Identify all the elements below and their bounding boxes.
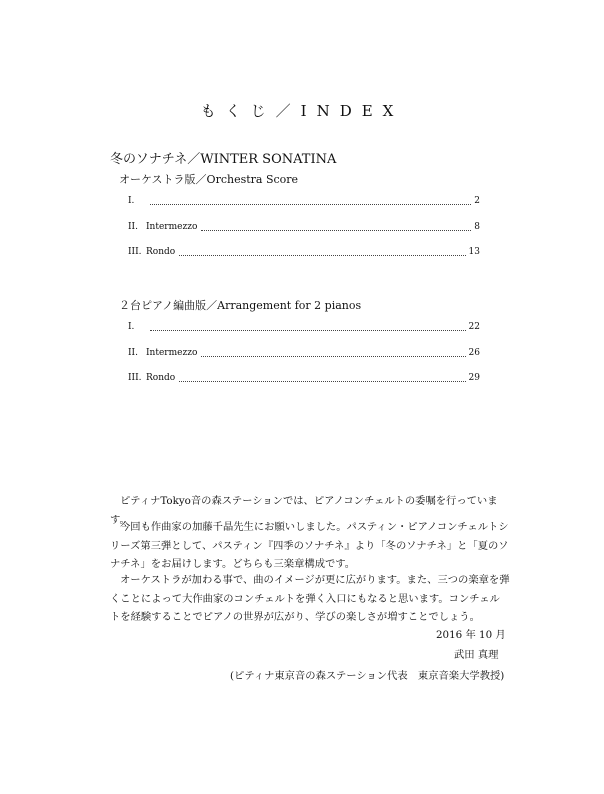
toc-movement-name: Intermezzo: [146, 348, 198, 358]
preface-paragraph-3: オーケストラが加わる事で、曲のイメージが更に広がります。また、三つの楽章を弾くことによって大作曲家のコンチェルトを弾く入口にもなると思います。コンチェルトを経験することでピアノの世界が広がり、学びの楽しさが増すことでしょう。: [110, 574, 510, 623]
toc-movement-number: III.: [128, 247, 142, 257]
toc-entry: [128, 373, 480, 384]
toc-page-number: 2: [474, 196, 480, 206]
preface-paragraph-2: 今回も作曲家の加藤千晶先生にお願いしました。パスティン・ピアノコンチェルトシリーズ第三弾として、パスティン『四季のソナチネ』より「冬のソナチネ」と「夏のソナチネ」をお届けします。どちらも三楽章構成です。: [110, 521, 509, 570]
toc-page-number: 22: [468, 322, 480, 332]
toc-movement-number: I.: [128, 196, 135, 206]
toc-page-number: 13: [468, 247, 480, 257]
toc-entry: [128, 196, 480, 207]
preface-author: 武田 真理: [454, 649, 499, 661]
work-title: 冬のソナチネ／WINTER SONATINA: [110, 152, 337, 167]
section-title-orchestra: オーケストラ版／Orchestra Score: [119, 173, 299, 186]
section-title-two-pianos: ２台ピアノ編曲版／Arrangement for 2 pianos: [119, 299, 362, 312]
toc-entry: [128, 322, 480, 333]
toc-leader-dots: [150, 203, 471, 205]
index-title: もくじ／INDEX: [200, 102, 404, 120]
toc-movement-number: I.: [128, 322, 135, 332]
toc-leader-dots: [179, 380, 465, 382]
toc-leader-dots: [201, 229, 471, 231]
toc-page-number: 8: [474, 222, 480, 232]
toc-movement-name: Rondo: [146, 247, 176, 257]
preface-paragraph-1: ピティナTokyo音の森ステーションでは、ピアノコンチェルトの委嘱を行っています。: [110, 495, 498, 526]
toc-entry: [128, 348, 480, 359]
toc-leader-dots: [179, 254, 465, 256]
toc-movement-name: Rondo: [146, 373, 176, 383]
toc-movement-number: III.: [128, 373, 142, 383]
toc-movement-name: Intermezzo: [146, 222, 198, 232]
toc-movement-number: II.: [128, 222, 138, 232]
toc-leader-dots: [150, 329, 466, 331]
toc-page-number: 26: [468, 348, 480, 358]
toc-movement-number: II.: [128, 348, 138, 358]
preface-affiliation: (ピティナ東京音の森ステーション代表 東京音楽大学教授): [230, 670, 505, 682]
toc-page-number: 29: [468, 373, 480, 383]
toc-entry: [128, 222, 480, 233]
toc-leader-dots: [201, 355, 465, 357]
toc-entry: [128, 247, 480, 258]
preface-date: 2016 年 10 月: [436, 629, 506, 641]
